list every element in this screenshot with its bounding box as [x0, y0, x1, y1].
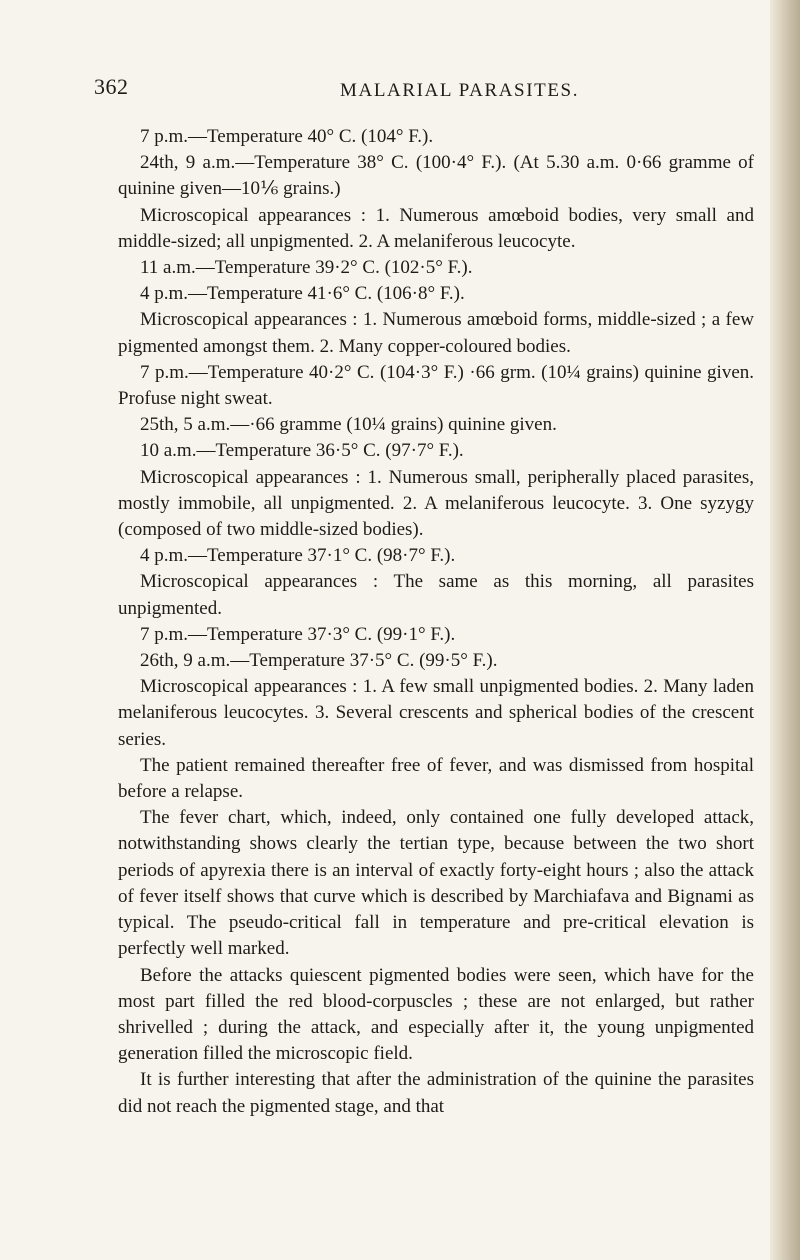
paragraph: 4 p.m.—Temperature 37·1° C. (98·7° F.). — [140, 545, 456, 567]
paragraph: The patient remained thereafter free of fever, and was dismissed from hospital before a relapse. — [118, 754, 754, 803]
paragraph: Microscopical appearances : 1. A few small unpigmented bodies. 2. Many laden melaniferous leucocytes. 3. Several crescents and spherical bodies of the crescent series. — [118, 676, 754, 750]
page-header — [94, 74, 754, 114]
paragraph: 26th, 9 a.m.—Temperature 37·5° C. (99·5° F.). — [140, 650, 498, 672]
paragraph: Before the attacks quiescent pigmented bodies were seen, which have for the most part filled the red blood-corpuscles ; these are not enlarged, but rather shrivelled ; during the attack, and especially after it, the young unpigmented generation filled the microscopic field. — [118, 964, 754, 1065]
running-head: MALARIAL PARASITES. — [340, 80, 580, 101]
paragraph: Microscopical appearances : The same as this morning, all parasites unpigmented. — [118, 571, 754, 619]
paragraph: Microscopical appearances : 1. Numerous amœboid forms, middle-sized ; a few pigmented amongst them. 2. Many copper-coloured bodies. — [118, 309, 754, 357]
paragraph: Microscopical appearances : 1. Numerous small, peripherally placed parasites, mostly immobile, all unpigmented. 2. A melaniferous leucocyte. 3. One syzygy (composed of two middle-sized bodies). — [118, 466, 754, 541]
paragraph: It is further interesting that after the administration of the quinine the parasites did not reach the pigmented stage, and that — [118, 1069, 754, 1117]
body-text — [118, 124, 754, 1120]
paragraph: Microscopical appearances : 1. Numerous amœboid bodies, very small and middle-sized; all unpigmented. 2. A melaniferous leucocyte. — [118, 204, 754, 252]
paragraph: 11 a.m.—Temperature 39·2° C. (102·5° F.). — [140, 257, 473, 279]
paragraph: 24th, 9 a.m.—Temperature 38° C. (100·4° F.). (At 5.30 a.m. 0·66 gramme of quinine given—10⅙ grains.) — [118, 152, 754, 200]
paragraph: The fever chart, which, indeed, only contained one fully developed attack, notwithstanding shows clearly the tertian type, because between the two short periods of apyrexia there is an interval of exactly forty-eight hours ; also the attack of fever itself shows that curve which is described by Marchiafava and Bignami as typical. The pseudo-critical fall in temperature and pre-critical elevation is perfectly well marked. — [118, 807, 754, 960]
paragraph: 10 a.m.—Temperature 36·5° C. (97·7° F.). — [140, 440, 464, 462]
paragraph: 4 p.m.—Temperature 41·6° C. (106·8° F.). — [140, 283, 465, 305]
paragraph: 25th, 5 a.m.—·66 gramme (10¼ grains) quinine given. — [140, 414, 557, 436]
paragraph: 7 p.m.—Temperature 37·3° C. (99·1° F.). — [140, 623, 456, 645]
page-edge-shadow — [770, 0, 800, 1260]
paragraph: 7 p.m.—Temperature 40·2° C. (104·3° F.) ·66 grm. (10¼ grains) quinine given. Profuse night sweat. — [118, 361, 754, 410]
paragraph: 7 p.m.—Temperature 40° C. (104° F.). — [140, 126, 434, 147]
page-number: 362 — [94, 74, 129, 99]
